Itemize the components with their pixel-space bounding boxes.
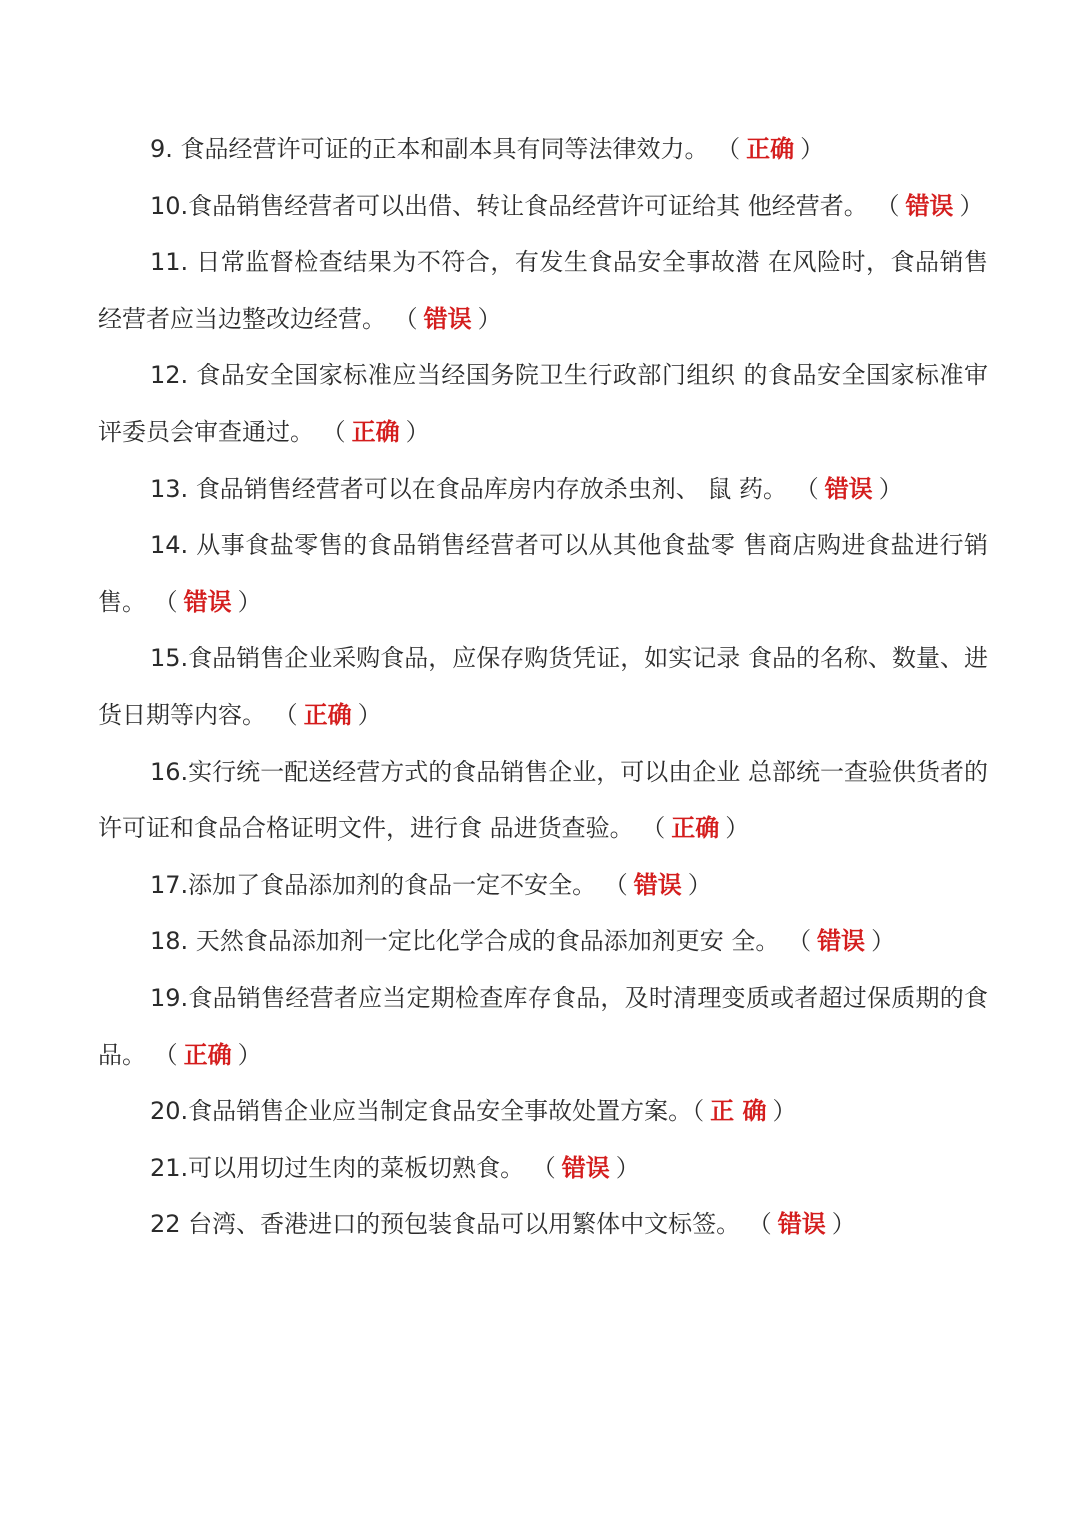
question-item (98, 1196, 988, 1253)
question-text: 22 台湾、香港进口的预包装食品可以用繁体中文标签。 (150, 1210, 748, 1239)
close-paren: ） (725, 814, 750, 843)
question-text: 14. 从事食盐零售的食品销售经营者可以从其他食盐零 售商店购进食盐进行销售。 (98, 531, 988, 616)
question-item (98, 234, 988, 347)
question-text: 17.添加了食品添加剂的食品一定不安全。 (150, 870, 604, 899)
close-paren: ） (477, 304, 502, 333)
question-item (98, 121, 988, 178)
close-paren: ） (871, 927, 896, 956)
close-paren: ） (959, 191, 984, 220)
open-paren: （ (794, 474, 819, 503)
answer-label: 正 确 (710, 1097, 767, 1126)
question-text: 12. 食品安全国家标准应当经国务院卫生行政部门组织 的食品安全国家标准审评委员会审查通过。 (98, 361, 988, 446)
close-paren: ） (831, 1210, 856, 1239)
answer-label: 错误 (423, 304, 472, 333)
question-text: 13. 食品销售经营者可以在食品库房内存放杀虫剂、 鼠 药。 (150, 474, 795, 503)
open-paren: （ (153, 1040, 178, 1069)
open-paren: （ (641, 814, 666, 843)
question-text: 9. 食品经营许可证的正本和副本具有同等法律效力。 (150, 135, 717, 163)
question-item (98, 913, 988, 970)
open-paren: （ (321, 417, 346, 446)
answer-label: 正确 (671, 814, 720, 843)
question-item (98, 630, 988, 743)
answer-label: 正确 (351, 417, 400, 446)
close-paren: ） (772, 1097, 797, 1126)
open-paren: （ (787, 927, 812, 956)
answer-label: 错误 (777, 1210, 826, 1239)
close-paren: ） (615, 1153, 640, 1182)
open-paren: （ (716, 135, 741, 163)
open-paren: （ (747, 1210, 772, 1239)
question-item (98, 744, 988, 857)
answer-label: 错误 (633, 870, 682, 899)
question-text: 10.食品销售经营者可以出借、转让食品经营许可证给其 他经营者。 (150, 191, 876, 220)
answer-label: 错误 (183, 587, 232, 616)
close-paren: ） (237, 1040, 262, 1069)
question-item (98, 1140, 988, 1197)
question-text: 20.食品销售企业应当制定食品安全事故处置方案。 (150, 1097, 693, 1126)
answer-label: 正确 (303, 700, 352, 729)
answer-label: 错误 (561, 1153, 610, 1182)
open-paren: （ (273, 700, 298, 729)
question-item (98, 347, 988, 460)
answer-label: 错误 (824, 474, 873, 503)
question-text: 15.食品销售企业采购食品，应保存购货凭证，如实记录 食品的名称、数量、进货日期等内容。 (98, 644, 988, 729)
question-item (98, 461, 988, 518)
open-paren: （ (603, 870, 628, 899)
close-paren: ） (800, 135, 825, 163)
question-text: 19.食品销售经营者应当定期检查库存食品，及时清理变质或者超过保质期的食品。 (98, 983, 988, 1069)
answer-label: 正确 (746, 135, 795, 163)
close-paren: ） (405, 417, 430, 446)
close-paren: ） (687, 870, 712, 899)
open-paren: （ (875, 191, 900, 220)
question-item (98, 178, 988, 235)
question-item (98, 857, 988, 914)
open-paren: （ (393, 304, 418, 333)
question-list (98, 121, 988, 1253)
question-text: 11. 日常监督检查结果为不符合，有发生食品安全事故潜 在风险时，食品销售经营者应当边整改边经营。 (98, 248, 988, 333)
open-paren: （ (153, 587, 178, 616)
open-paren: （ (692, 1097, 705, 1126)
answer-label: 正确 (183, 1040, 232, 1069)
question-text: 18. 天然食品添加剂一定比化学合成的食品添加剂更安 全。 (150, 927, 788, 956)
question-item (98, 970, 988, 1083)
close-paren: ） (357, 700, 382, 729)
close-paren: ） (878, 474, 903, 503)
answer-label: 错误 (817, 927, 866, 956)
question-text: 16.实行统一配送经营方式的食品销售企业，可以由企业 总部统一查验供货者的许可证和食品合格证明文件，进行食 品进货查验。 (98, 757, 988, 843)
answer-label: 错误 (905, 191, 954, 220)
question-item (98, 517, 988, 630)
open-paren: （ (531, 1153, 556, 1182)
question-item (98, 1083, 988, 1140)
question-text: 21.可以用切过生肉的菜板切熟食。 (150, 1153, 532, 1182)
close-paren: ） (237, 587, 262, 616)
